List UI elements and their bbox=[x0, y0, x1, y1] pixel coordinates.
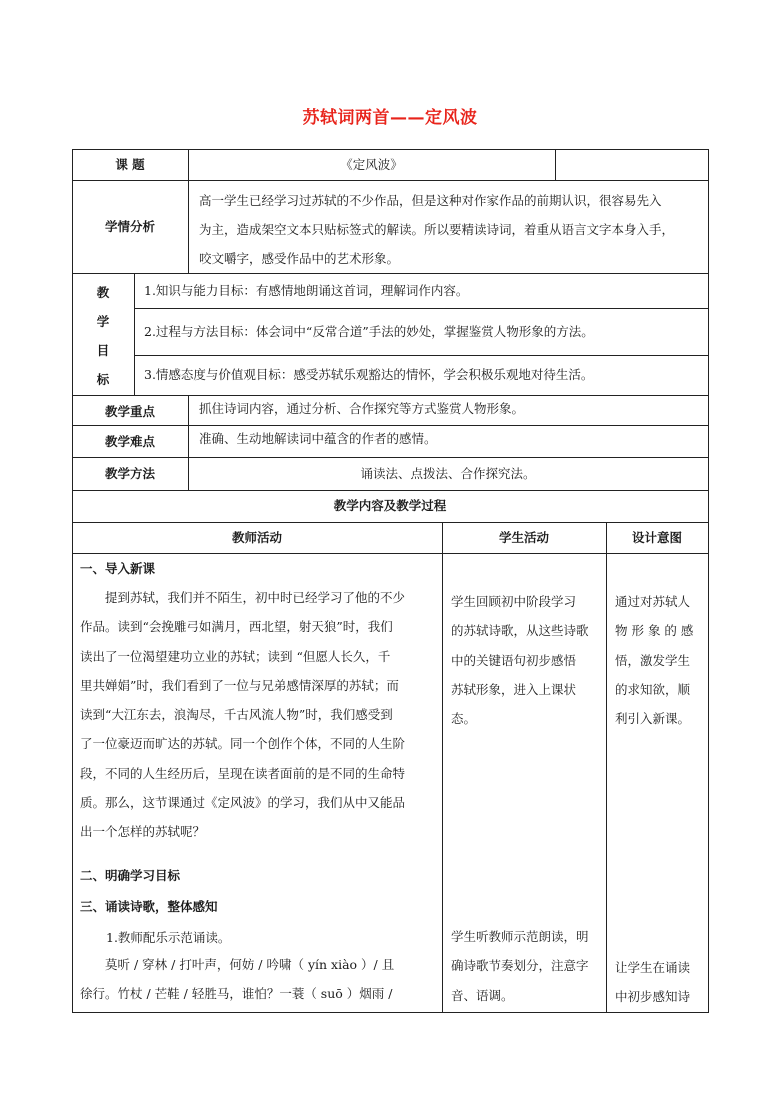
poem-text: 莫听 / 穿林 / 打叶声，何妨 / 吟啸（ yín xiào ）/ 且 徐行。竹杖 / 芒鞋 / 轻胜马，谁怕？一蓑（ suō ）烟雨 / bbox=[80, 957, 395, 1002]
teacher-column-header: 教师活动 bbox=[231, 530, 282, 545]
topic-label: 课 题 bbox=[115, 157, 145, 172]
introduction-text: 提到苏轼，我们并不陌生，初中时已经学习了他的不少 作品。读到“会挽雕弓如满月，西北望，射天狼”时，我们 读出了一位渴望建功立业的苏轼；读到 “但愿人长久，千 里共婵娟”时，我们看到了一位与兄弟感情深厚的苏轼；而 读到“大江东去，浪淘尽，千古风流人物”时，我们感受到 了一位豪迈而旷达的苏轼。同一个创作个体，不同的人生阶 段，不同的人生经历后，呈现在读者面前的是不同的生命特 质。那么，这节课通过《定风波》的学习，我们从中又能品 出一个怎样的苏轼呢？ bbox=[80, 590, 406, 840]
document-title: 苏轼词两首——定风波 bbox=[302, 108, 478, 128]
heading-objectives: 二、明确学习目标 bbox=[80, 868, 181, 883]
topic-value: 《定风波》 bbox=[340, 157, 403, 172]
student-activity-review: 学生回顾初中阶段学习 的苏轼诗歌，从这些诗歌 中的关键语句初步感悟 苏轼形象，进入上课状 态。 bbox=[451, 594, 589, 727]
process-section-title: 教学内容及教学过程 bbox=[333, 498, 447, 513]
goals-label: 教 学 目 标 bbox=[96, 285, 110, 387]
difficult-value: 准确、生动地解读词中蕴含的作者的感情。 bbox=[199, 431, 437, 446]
analysis-label: 学情分析 bbox=[104, 219, 155, 234]
difficult-label: 教学难点 bbox=[104, 434, 155, 449]
goal-knowledge: 1.知识与能力目标：有感情地朗诵这首词，理解词作内容。 bbox=[144, 283, 469, 298]
key-value: 抓住诗词内容，通过分析、合作探究等方式鉴赏人物形象。 bbox=[199, 401, 525, 416]
method-label: 教学方法 bbox=[104, 466, 155, 481]
goal-process: 2.过程与方法目标：体会词中“反常合道”手法的妙处，掌握鉴赏人物形象的方法。 bbox=[144, 324, 594, 339]
student-activity-listen: 学生听教师示范朗读，明 确诗歌节奏划分，注意字 音、语调。 bbox=[451, 929, 589, 1003]
step-demo-reading: 1.教师配乐示范诵读。 bbox=[106, 930, 231, 945]
heading-recitation: 三、诵读诗歌，整体感知 bbox=[80, 899, 218, 914]
key-label: 教学重点 bbox=[104, 404, 155, 419]
method-value: 诵读法、点拨法、合作探究法。 bbox=[360, 466, 536, 481]
goal-emotion: 3.情感态度与价值观目标：感受苏轼乐观豁达的情怀，学会积极乐观地对待生活。 bbox=[144, 367, 594, 382]
analysis-text: 高一学生已经学习过苏轼的不少作品，但是这种对作家作品的前期认识，很容易先入 为主，造成架空文本只贴标签式的解读。所以要精读诗词，着重从语言文字本身入手， 咬文嚼字，感受作品中的艺术形象。 bbox=[199, 193, 675, 266]
student-column-header: 学生活动 bbox=[498, 530, 549, 545]
design-intent-recitation: 让学生在诵读 中初步感知诗 bbox=[615, 960, 691, 1005]
design-intent-introduction: 通过对苏轼人 物 形 象 的 感 悟，激发学生 的求知欲，顺 利引入新课。 bbox=[615, 594, 694, 727]
design-column-header: 设计意图 bbox=[631, 530, 682, 545]
heading-introduction: 一、导入新课 bbox=[80, 561, 156, 576]
